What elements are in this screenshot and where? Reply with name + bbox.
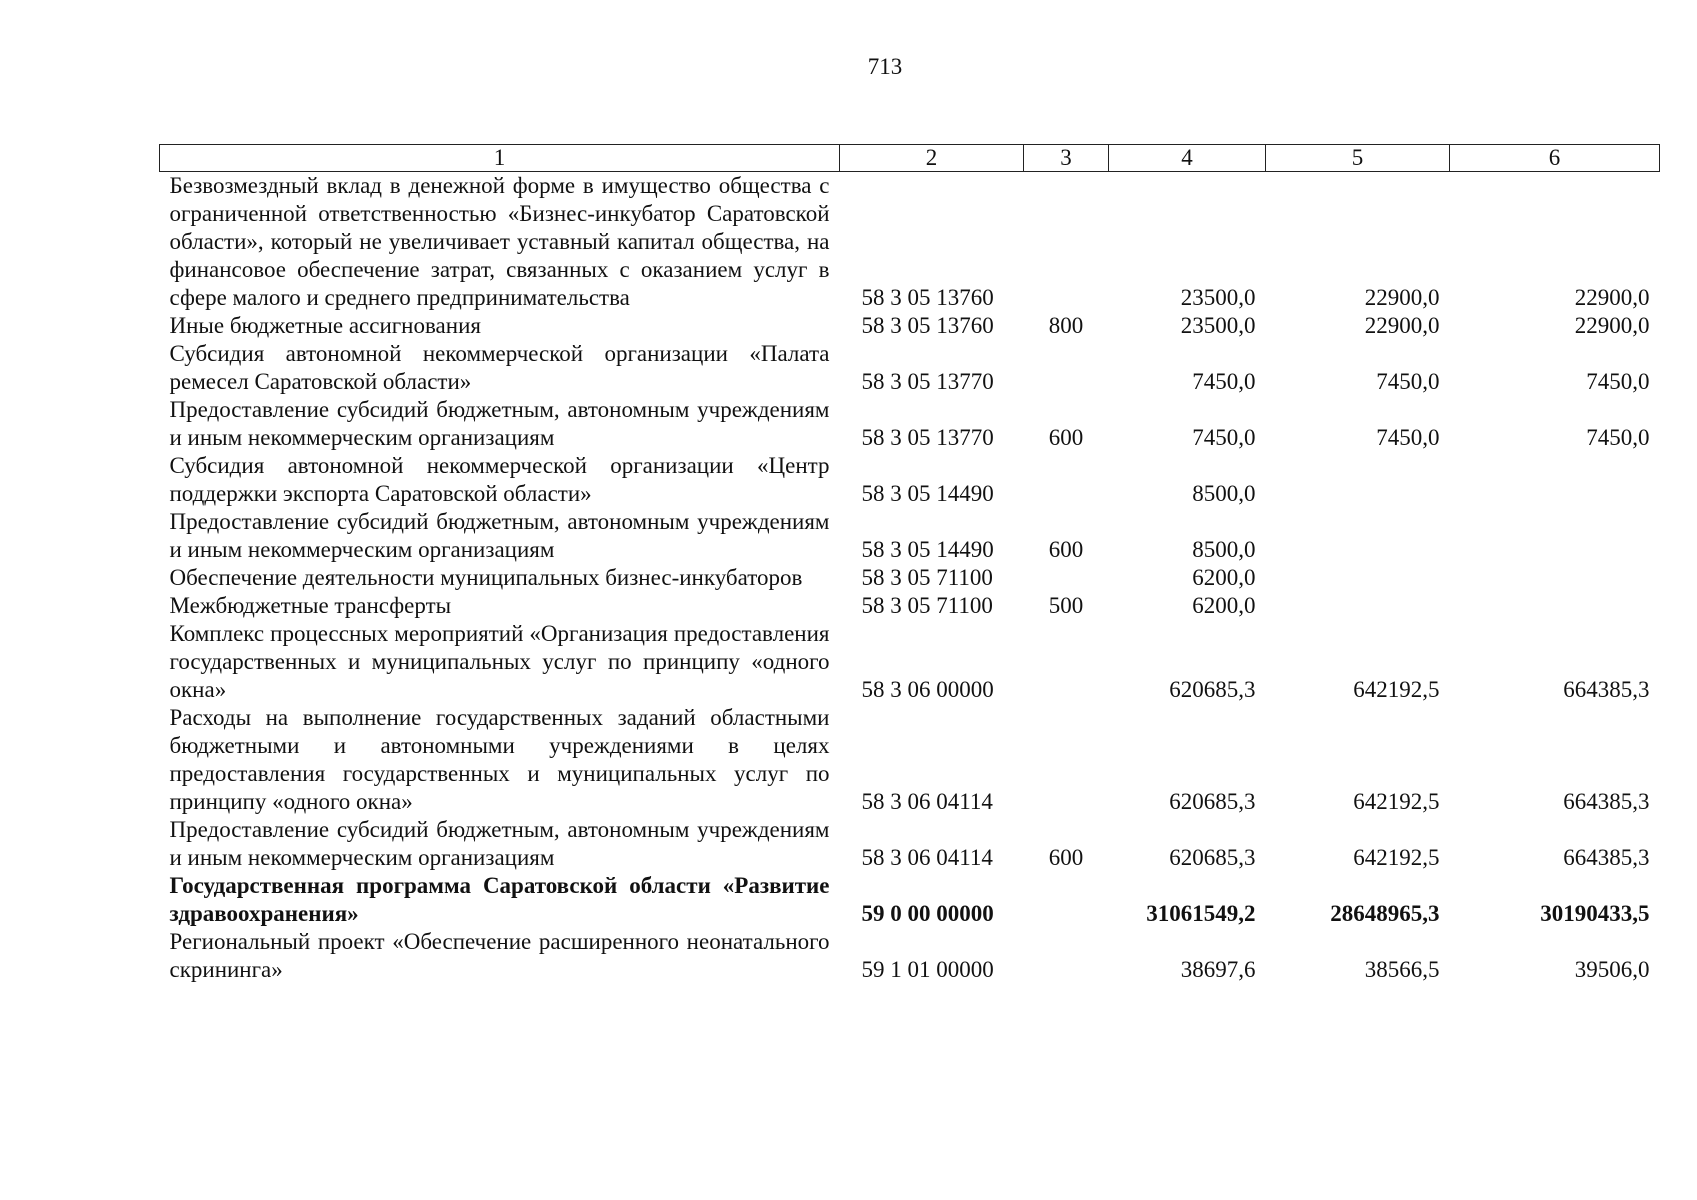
row-value-col6: 664385,3 xyxy=(1563,789,1650,814)
row-name: Межбюджетные трансферты xyxy=(169,593,452,618)
row-value-col6 xyxy=(1450,592,1660,620)
row-expense-type xyxy=(1024,172,1109,313)
row-value-col4: 38697,6 xyxy=(1180,957,1256,982)
row-value-col5: 22900,0 xyxy=(1364,285,1440,310)
row-value-col5: 7450,0 xyxy=(1376,425,1440,450)
row-expense-type xyxy=(1024,452,1109,508)
table-row xyxy=(160,452,1660,508)
budget-table xyxy=(159,144,1660,984)
row-name: Предоставление субсидий бюджетным, автономным учреждениям и иным некоммерческим организациям xyxy=(169,509,830,562)
row-value-col4: 620685,3 xyxy=(1169,845,1256,870)
row-expense-type: 600 xyxy=(1048,425,1084,450)
row-value-col4: 6200,0 xyxy=(1192,565,1256,590)
table-row xyxy=(160,620,1660,704)
row-name: Региональный проект «Обеспечение расширенного неонатального скрининга» xyxy=(169,929,830,982)
row-value-col6 xyxy=(1450,452,1660,508)
row-value-col4: 7450,0 xyxy=(1192,425,1256,450)
row-name: Иные бюджетные ассигнования xyxy=(169,313,481,338)
row-name: Субсидия автономной некоммерческой организации «Центр поддержки экспорта Саратовской области» xyxy=(169,453,830,506)
row-expense-type xyxy=(1024,564,1109,592)
table-row xyxy=(160,172,1660,313)
row-expense-type xyxy=(1024,928,1109,984)
row-code: 58 3 05 13760 xyxy=(861,313,994,338)
row-value-col5: 38566,5 xyxy=(1364,957,1440,982)
row-name: Обеспечение деятельности муниципальных бизнес-инкубаторов xyxy=(169,565,803,590)
row-value-col5: 642192,5 xyxy=(1353,677,1440,702)
row-name: Предоставление субсидий бюджетным, автономным учреждениям и иным некоммерческим организациям xyxy=(169,397,830,450)
row-name: Комплекс процессных мероприятий «Организация предоставления государственных и муниципальных услуг по принципу «одного окна» xyxy=(169,621,830,702)
row-value-col6: 22900,0 xyxy=(1574,313,1650,338)
header-col-5: 5 xyxy=(1266,145,1450,172)
row-code: 59 0 00 00000 xyxy=(861,901,994,926)
row-expense-type: 600 xyxy=(1048,537,1084,562)
row-code: 59 1 01 00000 xyxy=(861,957,994,982)
row-value-col4: 7450,0 xyxy=(1192,369,1256,394)
row-value-col6: 7450,0 xyxy=(1586,369,1650,394)
header-col-1: 1 xyxy=(160,145,840,172)
row-value-col5: 7450,0 xyxy=(1376,369,1440,394)
row-name: Предоставление субсидий бюджетным, автономным учреждениям и иным некоммерческим организациям xyxy=(169,817,830,870)
header-col-2: 2 xyxy=(840,145,1024,172)
row-value-col6: 39506,0 xyxy=(1574,957,1650,982)
table-row xyxy=(160,564,1660,592)
row-expense-type xyxy=(1024,872,1109,928)
row-value-col5 xyxy=(1266,592,1450,620)
row-expense-type xyxy=(1024,620,1109,704)
page-number: 713 xyxy=(867,54,903,79)
row-value-col5: 642192,5 xyxy=(1353,845,1440,870)
header-col-4: 4 xyxy=(1109,145,1266,172)
row-expense-type: 600 xyxy=(1048,845,1084,870)
row-value-col6: 22900,0 xyxy=(1574,285,1650,310)
row-code: 58 3 05 13770 xyxy=(861,425,994,450)
row-value-col5: 642192,5 xyxy=(1353,789,1440,814)
row-value-col6: 30190433,5 xyxy=(1540,901,1650,926)
row-expense-type xyxy=(1024,340,1109,396)
header-col-3: 3 xyxy=(1024,145,1109,172)
table-row xyxy=(160,396,1660,452)
row-value-col4: 23500,0 xyxy=(1180,313,1256,338)
row-value-col4: 620685,3 xyxy=(1169,677,1256,702)
row-value-col5: 28648965,3 xyxy=(1330,901,1440,926)
row-value-col6 xyxy=(1450,564,1660,592)
table-row xyxy=(160,816,1660,872)
row-code: 58 3 05 14490 xyxy=(861,537,994,562)
row-name: Субсидия автономной некоммерческой организации «Палата ремесел Саратовской области» xyxy=(169,341,830,394)
row-value-col4: 8500,0 xyxy=(1192,537,1256,562)
row-value-col4: 8500,0 xyxy=(1192,481,1256,506)
row-code: 58 3 06 04114 xyxy=(861,845,993,870)
header-col-6: 6 xyxy=(1450,145,1660,172)
row-expense-type: 500 xyxy=(1048,593,1084,618)
row-code: 58 3 05 13760 xyxy=(861,285,994,310)
row-code: 58 3 06 00000 xyxy=(861,677,994,702)
table-row xyxy=(160,592,1660,620)
row-code: 58 3 05 71100 xyxy=(861,565,993,590)
row-value-col5 xyxy=(1266,564,1450,592)
table-row xyxy=(160,312,1660,340)
row-name: Государственная программа Саратовской области «Развитие здравоохранения» xyxy=(169,873,830,926)
row-value-col5 xyxy=(1266,508,1450,564)
row-value-col5 xyxy=(1266,452,1450,508)
row-value-col6: 664385,3 xyxy=(1563,845,1650,870)
row-value-col4: 620685,3 xyxy=(1169,789,1256,814)
row-value-col4: 31061549,2 xyxy=(1146,901,1256,926)
row-code: 58 3 05 71100 xyxy=(861,593,993,618)
row-code: 58 3 05 13770 xyxy=(861,369,994,394)
table-row xyxy=(160,928,1660,984)
row-name: Безвозмездный вклад в денежной форме в имущество общества с ограниченной ответственностью «Бизнес-инкубатор Саратовской области», который не увеличивает уставный капитал общества, на финансовое обеспечение затрат, связанных с оказанием услуг в сфере малого и среднего предпринимательства xyxy=(169,173,830,310)
row-value-col6 xyxy=(1450,508,1660,564)
row-value-col4: 23500,0 xyxy=(1180,285,1256,310)
row-code: 58 3 05 14490 xyxy=(861,481,994,506)
row-code: 58 3 06 04114 xyxy=(861,789,993,814)
table-row xyxy=(160,508,1660,564)
row-expense-type xyxy=(1024,704,1109,816)
row-value-col4: 6200,0 xyxy=(1192,593,1256,618)
row-expense-type: 800 xyxy=(1048,313,1084,338)
table-row xyxy=(160,704,1660,816)
row-value-col5: 22900,0 xyxy=(1364,313,1440,338)
row-value-col6: 664385,3 xyxy=(1563,677,1650,702)
table-body xyxy=(160,172,1660,985)
row-name: Расходы на выполнение государственных заданий областными бюджетными и автономными учреждениями в целях предоставления государственных и муниципальных услуг по принципу «одного окна» xyxy=(169,705,830,814)
table-row xyxy=(160,340,1660,396)
row-value-col6: 7450,0 xyxy=(1586,425,1650,450)
table-row xyxy=(160,872,1660,928)
table-header xyxy=(160,145,1660,172)
